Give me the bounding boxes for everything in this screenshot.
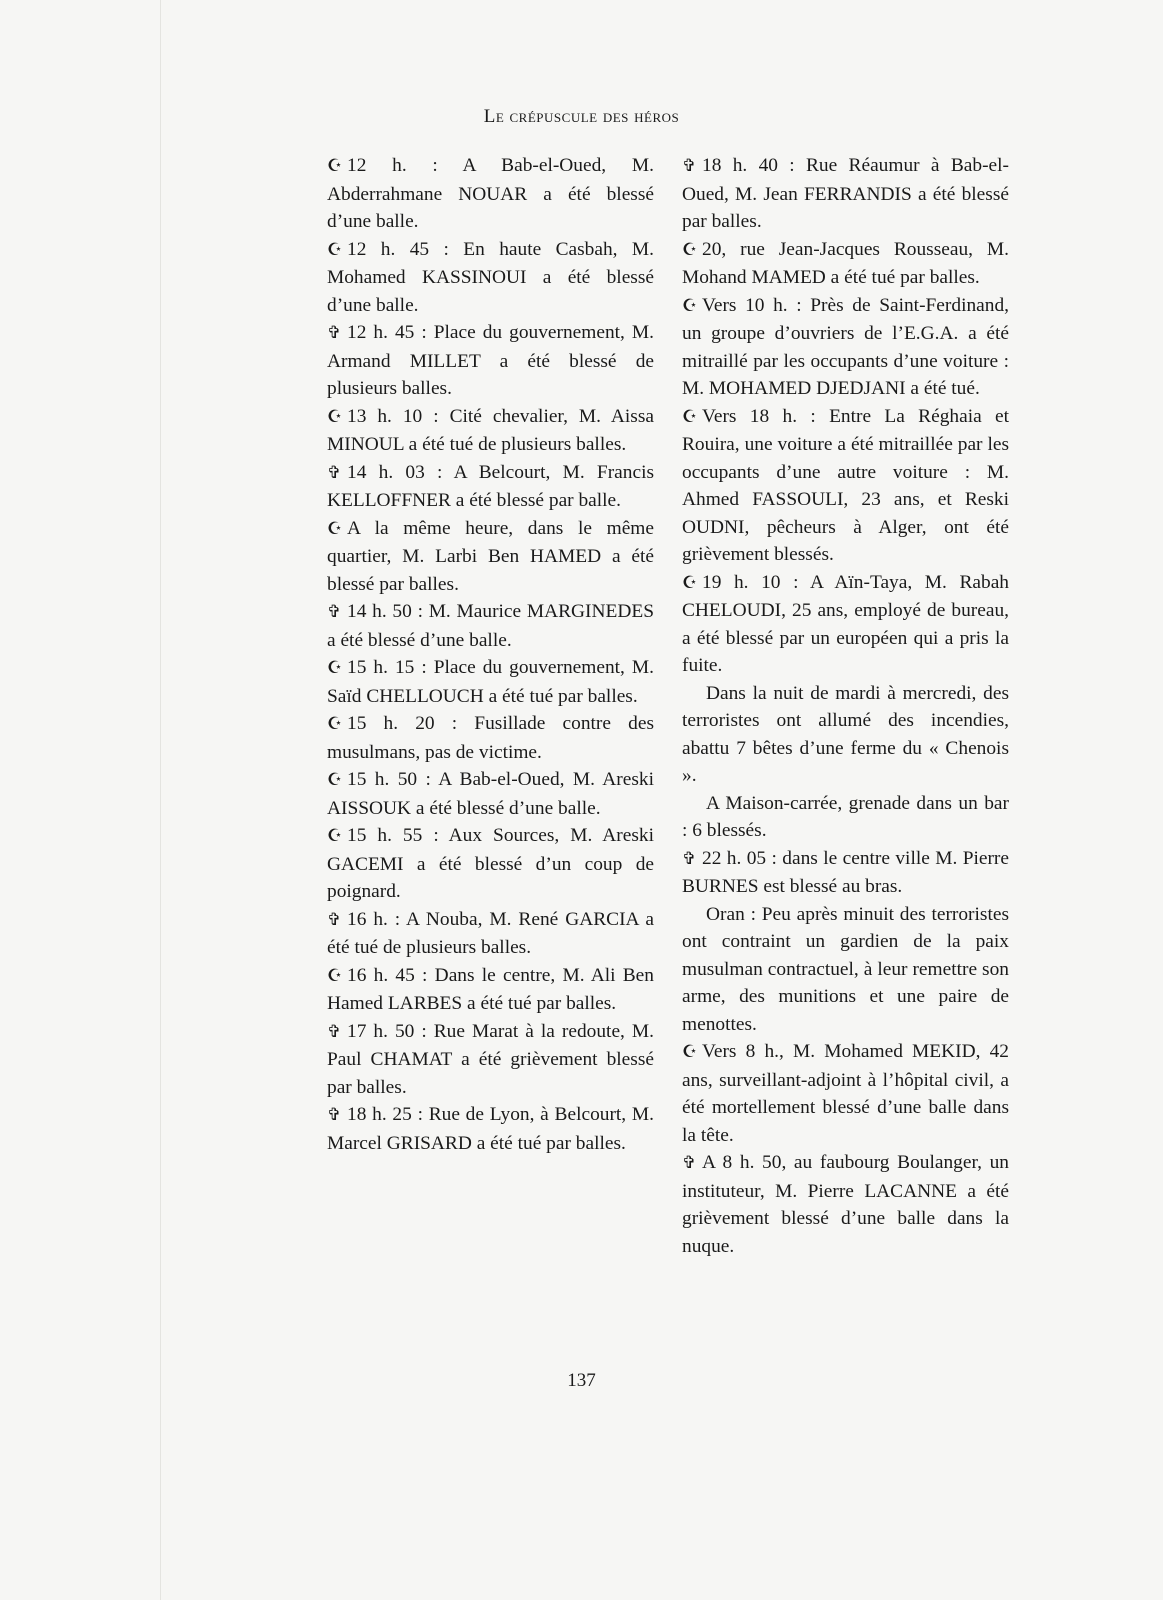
chronicle-entry: [327, 962, 654, 1018]
chronicle-entry: [327, 822, 654, 906]
entry-text: 13 h. 10 : Cité chevalier, M. Aissa MINOUL a été tué de plusieurs balles.: [327, 405, 654, 455]
chronicle-entry: [682, 569, 1009, 680]
running-header: Le crépuscule des héros: [483, 106, 680, 127]
chronicle-entry: [327, 1018, 654, 1102]
chronicle-entry: [682, 403, 1009, 569]
entry-text: 18 h. 25 : Rue de Lyon, à Belcourt, M. Marcel GRISARD a été tué par balles.: [327, 1104, 654, 1154]
chronicle-entry: [682, 292, 1009, 403]
crescent-icon: ☪: [327, 770, 343, 790]
entry-text: A la même heure, dans le même quartier, M. Larbi Ben HAMED a été blessé par balles.: [327, 517, 654, 595]
chronicle-entry: [682, 901, 1009, 1039]
cross-icon: ✞: [327, 1021, 342, 1042]
entry-text: 18 h. 40 : Rue Réaumur à Bab-el-Oued, M. Jean FERRANDIS a été blessé par balles.: [682, 155, 1009, 232]
crescent-icon: ☪: [682, 1042, 698, 1062]
cross-icon: ✞: [327, 602, 342, 622]
entry-text: 19 h. 10 : A Aïn-Taya, M. Rabah CHELOUDI, 25 ans, employé de bureau, a été blessé par un européen qui a pris la fuite.: [682, 571, 1009, 676]
chronicle-entry: [327, 1101, 654, 1157]
crescent-icon: ☪: [327, 239, 343, 260]
chronicle-entry: [327, 766, 654, 822]
chronicle-entry: [682, 1149, 1009, 1260]
entry-text: 17 h. 50 : Rue Marat à la redoute, M. Paul CHAMAT a été grièvement blessé par balles.: [327, 1020, 654, 1098]
entry-text: 12 h. 45 : Place du gouvernement, M. Armand MILLET a été blessé de plusieurs balles.: [327, 322, 654, 399]
crescent-icon: ☪: [327, 156, 343, 176]
entry-text: Vers 18 h. : Entre La Réghaia et Rouira, une voiture a été mitraillée par les occupants d’une autre voiture : M. Ahmed FASSOULI, 23 ans, et Reski OUDNI, pêcheurs à Alger, ont été grièvement blessés.: [682, 405, 1009, 565]
cross-icon: ✞: [327, 323, 342, 343]
chronicle-entry: [327, 319, 654, 403]
crescent-icon: ☪: [682, 406, 698, 427]
entry-text: Vers 10 h. : Près de Saint-Ferdinand, un groupe d’ouvriers de l’E.G.A. a été mitraillé par les occupants d’une voiture : M. MOHAMED DJEDJANI a été tué.: [682, 294, 1009, 399]
entry-text: 22 h. 05 : dans le centre ville M. Pierre BURNES est blessé au bras.: [682, 847, 1009, 897]
chronicle-entry: [327, 152, 654, 236]
entry-text: 15 h. 50 : A Bab-el-Oued, M. Areski AISSOUK a été blessé d’une balle.: [327, 769, 654, 819]
crescent-icon: ☪: [682, 572, 698, 593]
scan-edge: [160, 0, 161, 1600]
chronicle-entry: [327, 654, 654, 710]
crescent-icon: ☪: [327, 406, 343, 427]
crescent-icon: ☪: [682, 239, 698, 260]
crescent-icon: ☪: [327, 826, 343, 846]
chronicle-entry: [327, 236, 654, 320]
entry-text: 12 h. : A Bab-el-Oued, M. Abderrahmane NOUAR a été blessé d’une balle.: [327, 155, 654, 232]
page-number: 137: [567, 1370, 596, 1391]
entry-text: 15 h. 15 : Place du gouvernement, M. Saïd CHELLOUCH a été tué par balles.: [327, 657, 654, 707]
chronicle-entry: [327, 403, 654, 459]
crescent-icon: ☪: [327, 658, 343, 678]
cross-icon: ✞: [327, 909, 342, 930]
entry-text: Dans la nuit de mardi à mercredi, des terroristes ont allumé des incendies, abattu 7 bêtes d’une ferme du « Chenois ».: [682, 682, 1009, 786]
crescent-icon: ☪: [682, 295, 698, 316]
entry-text: 14 h. 50 : M. Maurice MARGINEDES a été blessé d’une balle.: [327, 601, 654, 651]
cross-icon: ✞: [682, 848, 697, 869]
entry-text: Vers 8 h., M. Mohamed MEKID, 42 ans, surveillant-adjoint à l’hôpital civil, a été mortellement blessé d’une balle dans la tête.: [682, 1041, 1009, 1146]
chronicle-entry: [327, 459, 654, 515]
chronicle-entry: [682, 790, 1009, 845]
chronicle-entry: [327, 515, 654, 599]
chronicle-entry: [327, 906, 654, 962]
entry-text: 12 h. 45 : En haute Casbah, M. Mohamed KASSINOUI a été blessé d’une balle.: [327, 238, 654, 316]
cross-icon: ✞: [682, 1153, 697, 1173]
chronicle-entry: [682, 680, 1009, 790]
chronicle-entry: [327, 598, 654, 654]
entry-text: A Maison-carrée, grenade dans un bar : 6 blessés.: [682, 792, 1009, 841]
entry-text: 16 h. 45 : Dans le centre, M. Ali Ben Hamed LARBES a été tué par balles.: [327, 964, 654, 1014]
entry-text: 16 h. : A Nouba, M. René GARCIA a été tué de plusieurs balles.: [327, 908, 654, 958]
cross-icon: ✞: [682, 156, 697, 176]
entry-text: Oran : Peu après minuit des terroristes ont contraint un gardien de la paix musulman contractuel, à leur remettre son arme, des munitions et une paire de menottes.: [682, 903, 1009, 1035]
chronicle-entry: [682, 152, 1009, 236]
chronicle-entry: [327, 710, 654, 766]
left-column: [327, 152, 654, 1157]
chronicle-entry: [682, 1038, 1009, 1149]
entry-text: 20, rue Jean-Jacques Rousseau, M. Mohand MAMED a été tué par balles.: [682, 238, 1009, 288]
crescent-icon: ☪: [327, 518, 343, 539]
chronicle-entry: [682, 845, 1009, 901]
cross-icon: ✞: [327, 1105, 342, 1125]
entry-text: 15 h. 20 : Fusillade contre des musulmans, pas de victime.: [327, 713, 654, 763]
right-column: [682, 152, 1009, 1260]
cross-icon: ✞: [327, 462, 342, 483]
chronicle-entry: [682, 236, 1009, 292]
crescent-icon: ☪: [327, 965, 343, 986]
entry-text: 14 h. 03 : A Belcourt, M. Francis KELLOFFNER a été blessé par balle.: [327, 461, 654, 511]
entry-text: 15 h. 55 : Aux Sources, M. Areski GACEMI a été blessé d’un coup de poignard.: [327, 825, 654, 902]
crescent-icon: ☪: [327, 714, 343, 734]
entry-text: A 8 h. 50, au faubourg Boulanger, un instituteur, M. Pierre LACANNE a été grièvement blessé d’une balle dans la nuque.: [682, 1152, 1009, 1257]
